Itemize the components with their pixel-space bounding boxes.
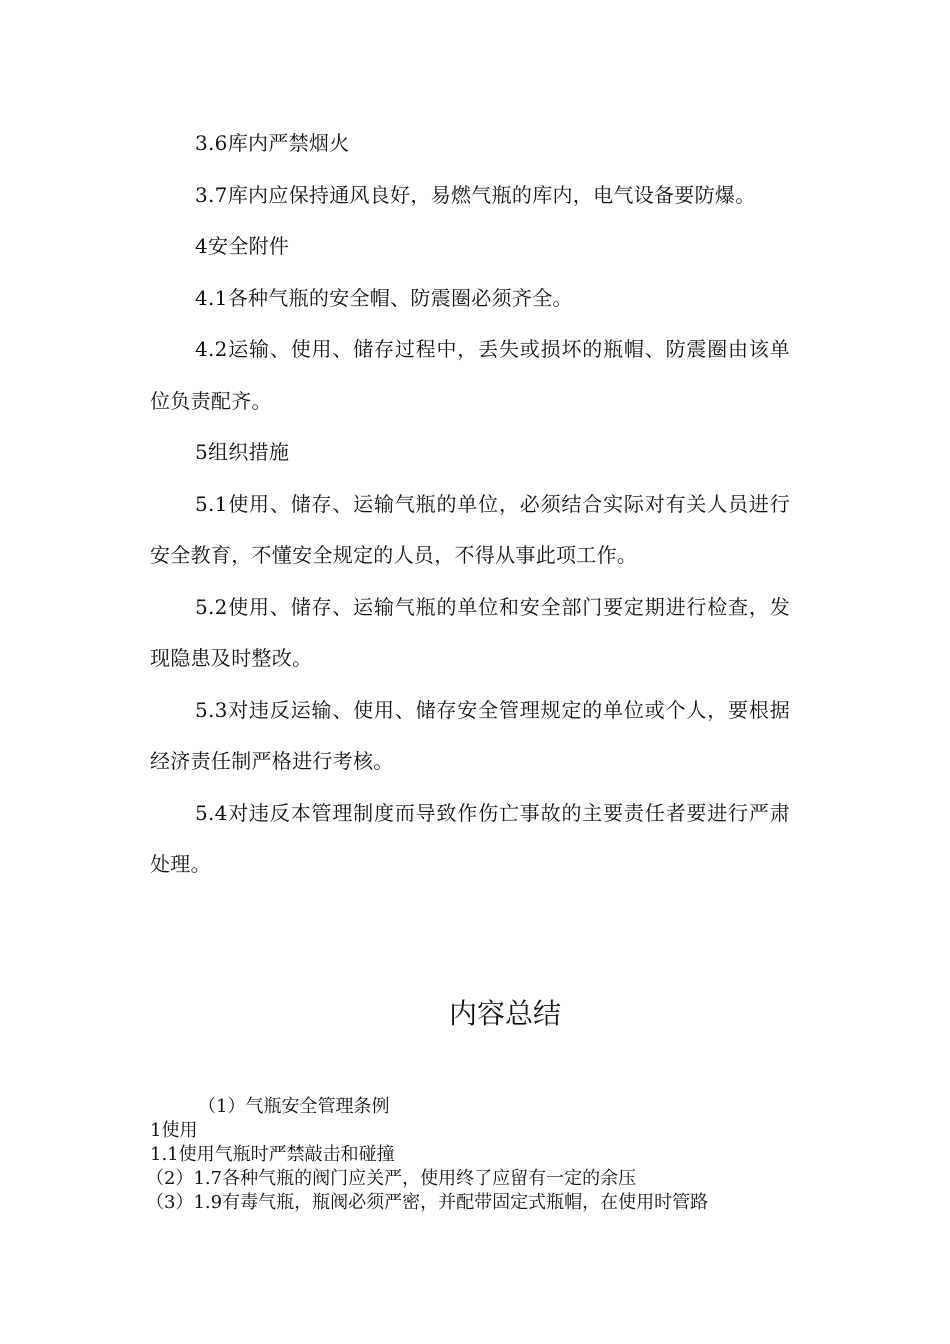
summary-line: 1使用 bbox=[150, 1120, 198, 1141]
paragraph-5-4: 5.4对违反本管理制度而导致作伤亡事故的主要责任者要进行严肃处理。 bbox=[150, 800, 790, 876]
summary-title: 内容总结 bbox=[448, 997, 561, 1030]
summary-block bbox=[146, 1095, 800, 1215]
summary-line: （2）1.7各种气瓶的阀门应关严，使用终了应留有一定的余压 bbox=[146, 1168, 637, 1189]
section-heading-5: 5组织措施 bbox=[195, 440, 290, 464]
paragraph-3-6: 3.6库内严禁烟火 bbox=[195, 131, 350, 155]
paragraph-5-1: 5.1使用、储存、运输气瓶的单位，必须结合实际对有关人员进行安全教育，不懂安全规定的人员，不得从事此项工作。 bbox=[150, 491, 790, 567]
summary-line: 1.1使用气瓶时严禁敲击和碰撞 bbox=[150, 1144, 395, 1165]
section-heading-4: 4安全附件 bbox=[195, 234, 290, 258]
paragraph-4-2: 4.2运输、使用、储存过程中，丢失或损坏的瓶帽、防震圈由该单位负责配齐。 bbox=[150, 337, 790, 413]
document-body bbox=[150, 118, 790, 891]
paragraph-4-1: 4.1各种气瓶的安全帽、防震圈必须齐全。 bbox=[195, 285, 573, 310]
paragraph-5-2: 5.2使用、储存、运输气瓶的单位和安全部门要定期进行检查，发现隐患及时整改。 bbox=[150, 594, 790, 670]
paragraph-3-7: 3.7库内应保持通风良好，易燃气瓶的库内，电气设备要防爆。 bbox=[195, 182, 756, 207]
paragraph-5-3: 5.3对违反运输、使用、储存安全管理规定的单位或个人，要根据经济责任制严格进行考核。 bbox=[150, 697, 790, 773]
summary-line: （1）气瓶安全管理条例 bbox=[198, 1096, 390, 1117]
summary-line: （3）1.9有毒气瓶，瓶阀必须严密，并配带固定式瓶帽，在使用时管路 bbox=[146, 1192, 709, 1213]
